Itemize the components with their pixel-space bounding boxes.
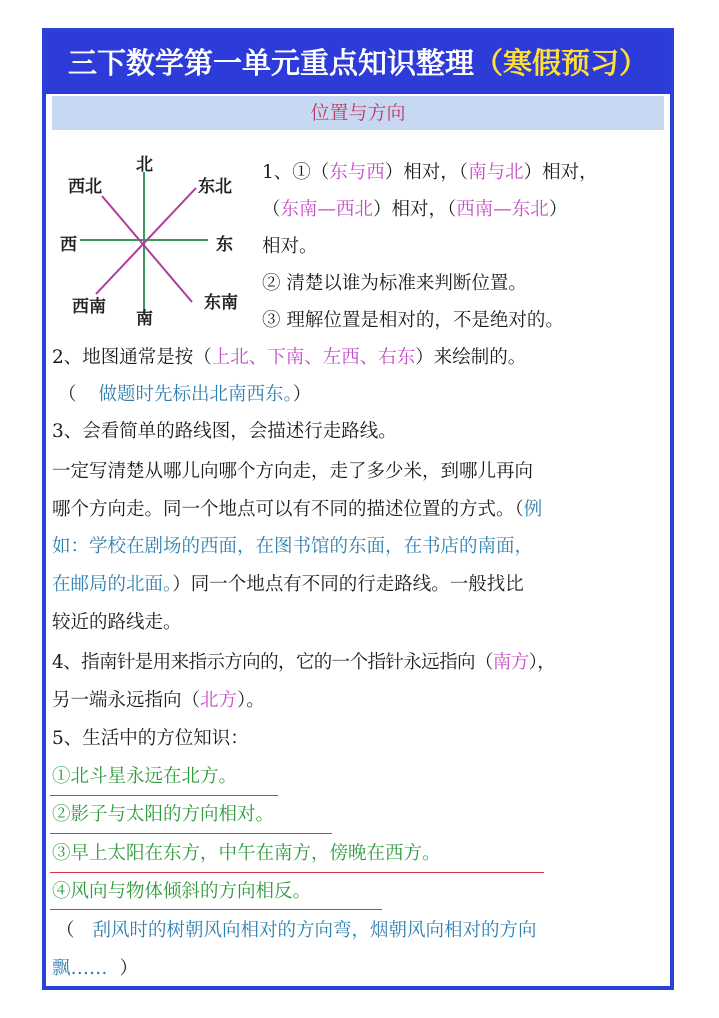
s4-text: 另一端永远指向（: [52, 690, 201, 711]
s5-note-line-1: [56, 912, 537, 949]
s1-text: 1、①（: [262, 162, 330, 183]
s1-line-5: ③ 理解位置是相对的，不是绝对的。: [262, 310, 564, 331]
s3-line-5: [52, 566, 524, 603]
s2-text: 2、地图通常是按（: [52, 347, 212, 368]
s3-line-4: 如：学校在剧场的西面，在图书馆的东面，在书店的南面，: [52, 536, 534, 557]
compass-southeast: 东南: [204, 293, 238, 313]
s4-line-2: [52, 682, 265, 719]
s2-text: （: [58, 384, 77, 405]
s5-text: （: [56, 920, 75, 941]
compass-east: 东: [216, 235, 233, 255]
s3-line-6: 较近的路线走。: [52, 612, 182, 633]
s1-text: ）: [548, 199, 568, 220]
s1-text: ）相对，（: [373, 199, 457, 220]
s4-text: ），: [528, 652, 556, 673]
s2-answer: 上北、下南、左西、右东: [211, 347, 416, 368]
s4-text: 4、指南针是用来指示方向的，它的一个指针永远指向（: [52, 652, 493, 673]
compass-south: 南: [136, 309, 153, 329]
s2-text: ）来绘制的。: [415, 347, 527, 368]
s1-answer: 东南—西北: [280, 199, 374, 220]
s5-item-1: ①北斗星永远在北方。: [52, 766, 238, 787]
s5-text: ）: [119, 958, 139, 979]
s1-line-2: [262, 191, 567, 228]
s5-underline-4: [50, 909, 382, 910]
s2-line-2: [58, 376, 311, 413]
s1-line-1: [262, 154, 598, 191]
section-subtitle: 位置与方向: [52, 96, 664, 130]
s5-note: 飘……: [52, 958, 108, 979]
s2-line-1: [52, 339, 526, 376]
s2-note: 做题时先标出北南西东。: [98, 384, 293, 405]
s5-note: 刮风时的树朝风向相对的方向弯，烟朝风向相对的方向: [92, 920, 537, 941]
s4-answer: 南方: [492, 652, 529, 673]
s3-line-2: 一定写清楚从哪儿向哪个方向走，走了多少米，到哪儿再向: [52, 461, 534, 482]
s1-text: ）相对，（: [384, 162, 469, 183]
s1-text: ）相对，: [523, 162, 598, 183]
s1-answer: 南与北: [468, 162, 524, 183]
s3-text: ）同一个地点有不同的行走路线。一般找比: [172, 574, 524, 595]
s5-note-line-2: [52, 950, 138, 987]
title-main: 三下数学第一单元重点知识整理: [67, 46, 474, 80]
title-highlight: （寒假预习）: [474, 46, 649, 80]
s5-item-2: ②影子与太阳的方向相对。: [52, 804, 275, 825]
s3-example: 在邮局的北面。: [52, 574, 173, 595]
compass-southwest: 西南: [72, 297, 106, 317]
s1-answer: 西南—东北: [456, 199, 549, 220]
s4-line-1: [52, 644, 555, 681]
compass-diagram: [58, 144, 254, 334]
s4-answer: 北方: [200, 690, 238, 711]
s1-line-4: ② 清楚以谁为标准来判断位置。: [262, 273, 527, 294]
s5-underline-2: [50, 833, 332, 834]
s3-line-3: [52, 491, 542, 528]
s3-text: 哪个方向走。同一个地点可以有不同的描述位置的方式。（: [52, 499, 524, 520]
s3-line-1: 3、会看简单的路线图，会描述行走路线。: [52, 421, 397, 442]
s1-text: （: [262, 199, 281, 220]
s4-text: ）。: [237, 690, 265, 711]
compass-north: 北: [136, 155, 153, 175]
compass-northeast: 东北: [198, 177, 232, 197]
s1-line-3: 相对。: [262, 236, 318, 257]
s5-item-3: ③早上太阳在东方，中午在南方，傍晚在西方。: [52, 843, 441, 864]
s5-title: 5、生活中的方位知识：: [52, 728, 249, 749]
page-title: [46, 32, 670, 94]
page-frame: [42, 28, 674, 990]
s1-answer: 东与西: [329, 162, 385, 183]
s5-item-4: ④风向与物体倾斜的方向相反。: [52, 881, 312, 902]
compass-west: 西: [60, 235, 77, 255]
s3-example: 例: [523, 499, 543, 520]
s2-text: ）: [292, 384, 312, 405]
compass-northwest: 西北: [68, 177, 102, 197]
